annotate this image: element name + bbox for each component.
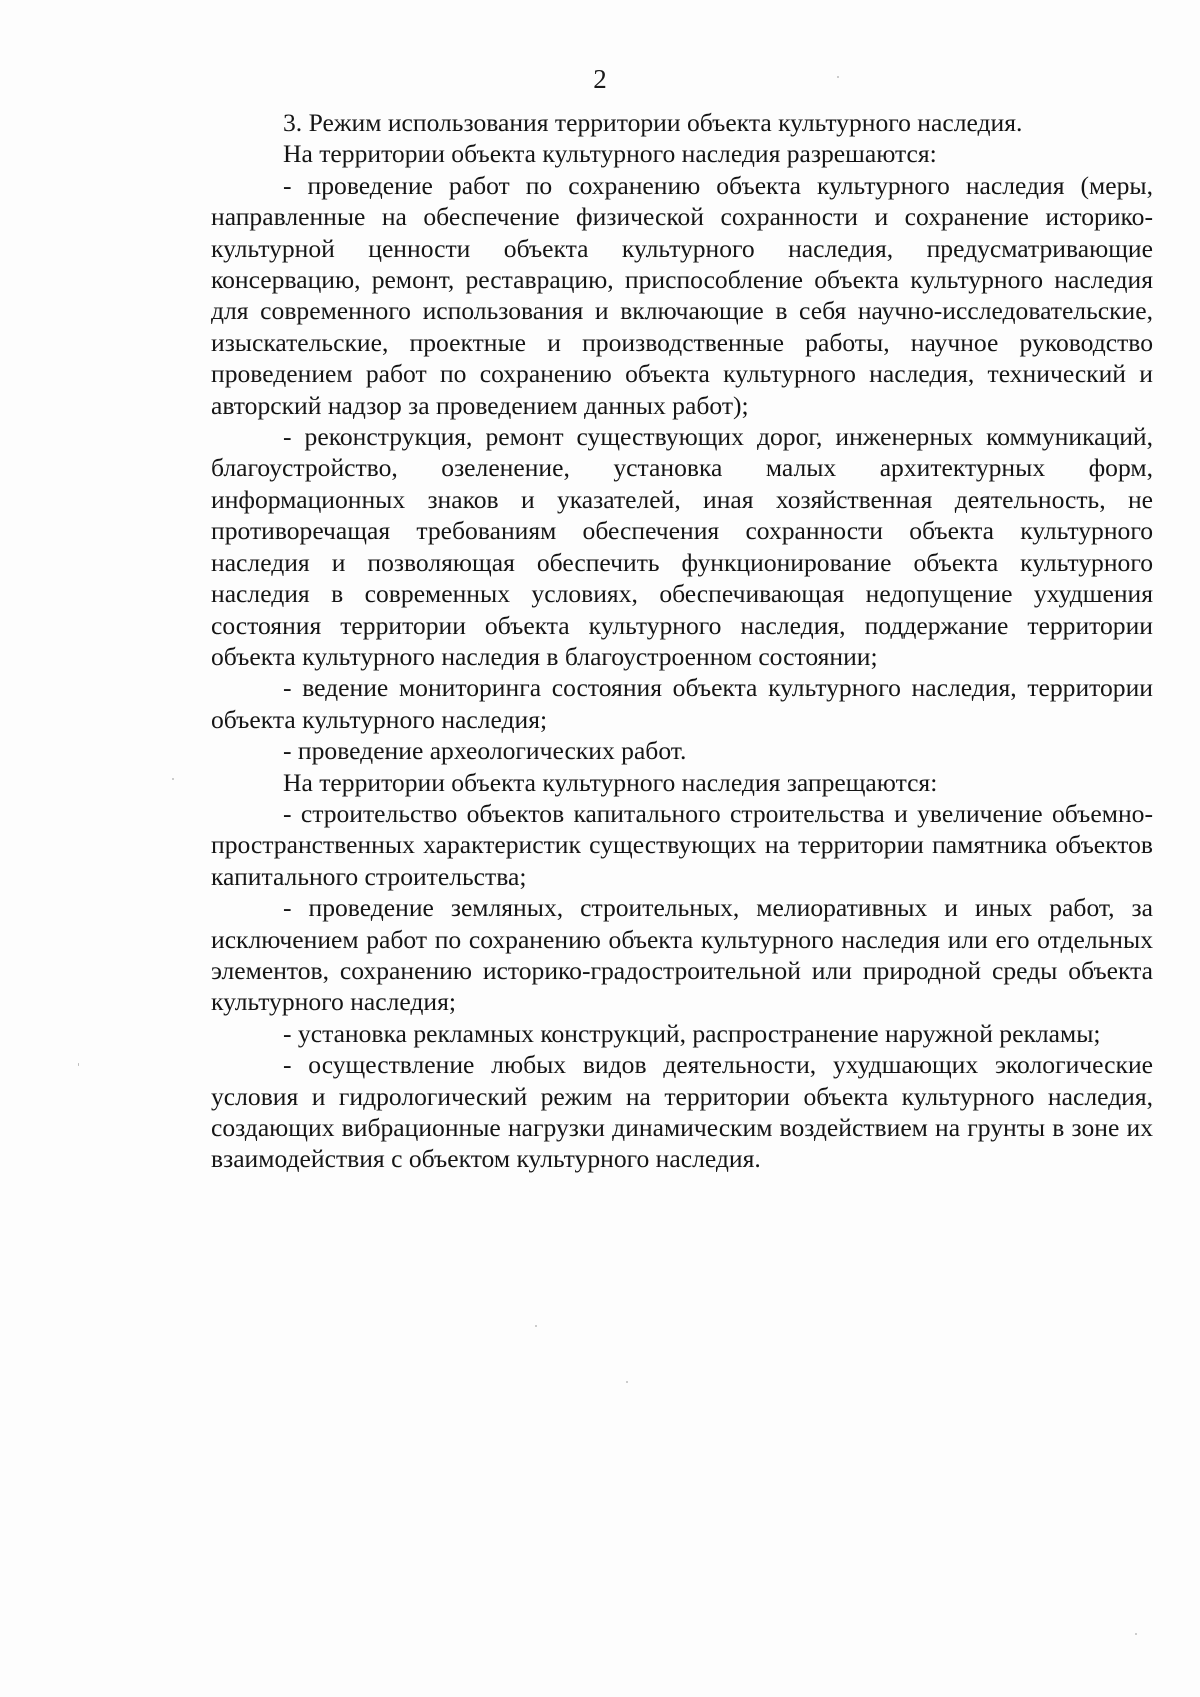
prohibited-intro: На территории объекта культурного наследия запрещаются: (283, 767, 938, 797)
page-number: 2 (593, 64, 607, 94)
permitted-item-archaeology: - проведение археологических работ. (283, 736, 687, 766)
prohibited-item-advertising: - установка рекламных конструкций, распространение наружной рекламы; (283, 1018, 1101, 1048)
prohibited-item-construction: - строительство объектов капитального строительства и увеличение объемно-пространственных характеристик существующих на территории памятника объектов капитального строительства; (211, 798, 1153, 891)
permitted-item-preservation-works: - проведение работ по сохранению объекта культурного наследия (меры, направленные на обеспечение физической сохранности и сохранение историко-культурной ценности объекта культурного наследия, предусматривающие консервацию, ремонт, реставрацию, приспособление объекта культурного наследия для современного использования и включающие в себя научно-исследовательские, изыскательские, проектные и производственные работы, научное руководство проведением работ по сохранению объекта культурного наследия, технический и авторский надзор за проведением данных работ); (211, 170, 1153, 420)
prohibited-item-ecology: - осуществление любых видов деятельности, ухудшающих экологические условия и гидрологический режим на территории объекта культурного наследия, создающих вибрационные нагрузки динамическим воздействием на грунты в зоне их взаимодействия с объектом культурного наследия. (211, 1050, 1153, 1174)
section-heading: 3. Режим использования территории объекта культурного наследия. (283, 108, 1023, 137)
prohibited-item-earthworks: - проведение земляных, строительных, мелиоративных и иных работ, за исключением работ по сохранению объекта культурного наследия или его отдельных элементов, сохранению историко-градостроительной или природной среды объекта культурного наследия; (211, 893, 1153, 1017)
document-body (211, 107, 1153, 1175)
permitted-item-monitoring: - ведение мониторинга состояния объекта культурного наследия, территории объекта культурного наследия; (211, 673, 1153, 734)
permitted-intro: На территории объекта культурного наследия разрешаются: (283, 139, 937, 169)
permitted-item-reconstruction: - реконструкция, ремонт существующих дорог, инженерных коммуникаций, благоустройство, озеленение, установка малых архитектурных форм, информационных знаков и указателей, иная хозяйственная деятельность, не противоречащая требованиям обеспечения сохранности объекта культурного наследия и позволяющая обеспечить функционирование объекта культурного наследия в современных условиях, обеспечивающая недопущение ухудшения состояния территории объекта культурного наследия, поддержание территории объекта культурного наследия в благоустроенном состоянии; (211, 422, 1153, 671)
